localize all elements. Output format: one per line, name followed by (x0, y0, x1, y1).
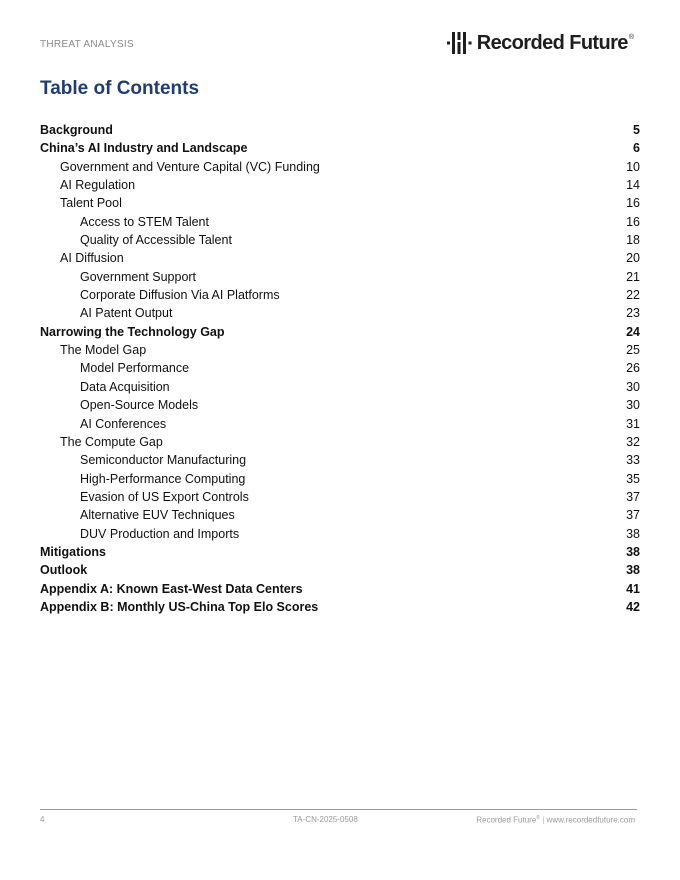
toc-entry-page-number: 30 (626, 398, 640, 413)
toc-entry[interactable] (40, 139, 640, 157)
toc-entry-label: Government and Venture Capital (VC) Funding (60, 159, 320, 174)
toc-entry-page-number: 33 (626, 453, 640, 468)
toc-entry-page-number: 42 (626, 599, 640, 614)
toc-entry-label: Talent Pool (60, 196, 122, 211)
toc-entry-label: Appendix A: Known East-West Data Centers (40, 581, 303, 596)
toc-entry-page-number: 16 (626, 214, 640, 229)
toc-entry[interactable] (40, 543, 640, 561)
toc-entry[interactable] (40, 378, 640, 396)
toc-entry[interactable] (40, 268, 640, 286)
toc-entry-label: The Compute Gap (60, 434, 163, 449)
toc-entry-label: Government Support (80, 269, 197, 284)
toc-entry-page-number: 31 (626, 416, 640, 431)
toc-entry-label: DUV Production and Imports (80, 526, 240, 541)
toc-entry-label: China’s AI Industry and Landscape (40, 141, 248, 156)
brand-logo-text: Recorded Future (476, 32, 628, 54)
toc-entry-label: Alternative EUV Techniques (80, 508, 235, 523)
toc-entry-page-number: 5 (633, 123, 640, 137)
toc-entry[interactable] (40, 249, 640, 267)
toc-entry[interactable] (40, 488, 640, 506)
page-title: Table of Contents (40, 78, 200, 99)
section-label: THREAT ANALYSIS (40, 39, 134, 50)
toc-entry[interactable] (40, 470, 640, 488)
footer-page-number: 4 (40, 815, 45, 824)
toc-entry[interactable] (40, 396, 640, 414)
toc-entry[interactable] (40, 598, 640, 616)
toc-entry-page-number: 6 (633, 141, 640, 156)
toc-entry-page-number: 23 (626, 306, 640, 321)
toc-entry[interactable] (40, 121, 640, 139)
toc-entry[interactable] (40, 359, 640, 377)
toc-entry[interactable] (40, 304, 640, 322)
toc-entry-label: Model Performance (80, 361, 190, 376)
toc-entry[interactable] (40, 580, 640, 598)
toc-entry-label: Evasion of US Export Controls (80, 489, 249, 504)
toc-entry-page-number: 37 (626, 508, 640, 523)
toc-entry-label: Background (40, 123, 113, 137)
toc-entry-label: Access to STEM Talent (80, 214, 209, 229)
footer-website-link[interactable]: www.recordedfuture.com (546, 815, 635, 825)
toc-entry[interactable] (40, 231, 640, 249)
footer-document-id: TA-CN-2025-0508 (293, 815, 358, 824)
toc-entry-label: Data Acquisition (80, 379, 170, 394)
toc-entry-label: Quality of Accessible Talent (80, 233, 232, 248)
toc-entry-page-number: 38 (626, 526, 640, 541)
brand-logo-icon (447, 31, 473, 55)
toc-entry[interactable] (40, 561, 640, 579)
toc-entry-page-number: 20 (626, 251, 640, 266)
toc-entry-page-number: 22 (626, 288, 640, 303)
toc-entry-label: AI Conferences (80, 416, 167, 431)
toc-entry[interactable] (40, 213, 640, 231)
toc-entry[interactable] (40, 433, 640, 451)
table-of-contents (40, 121, 640, 616)
toc-entry-label: Mitigations (40, 544, 106, 559)
toc-entry-label: AI Patent Output (80, 306, 173, 321)
toc-entry-page-number: 24 (626, 324, 640, 339)
toc-entry-page-number: 37 (626, 489, 640, 504)
toc-entry[interactable] (40, 506, 640, 524)
toc-entry-page-number: 25 (626, 343, 640, 358)
brand-logo (447, 31, 634, 55)
toc-entry[interactable] (40, 451, 640, 469)
footer-brand (476, 815, 635, 825)
toc-entry-page-number: 14 (626, 178, 640, 193)
toc-entry-label: AI Diffusion (60, 251, 124, 266)
footer-brand-name: Recorded Future (476, 815, 537, 825)
toc-entry[interactable] (40, 286, 640, 304)
toc-entry-page-number: 21 (626, 269, 640, 284)
toc-entry-label: High-Performance Computing (80, 471, 246, 486)
brand-registered-mark: ® (628, 34, 634, 41)
toc-entry-label: Outlook (40, 563, 88, 578)
toc-entry-page-number: 32 (626, 434, 640, 449)
toc-entry-page-number: 41 (626, 581, 640, 596)
toc-entry[interactable] (40, 323, 640, 341)
toc-entry-page-number: 10 (626, 159, 640, 174)
toc-entry-page-number: 38 (626, 563, 640, 578)
toc-entry-page-number: 16 (626, 196, 640, 211)
toc-entry-page-number: 35 (626, 471, 640, 486)
toc-entry-page-number: 30 (626, 379, 640, 394)
toc-entry-label: AI Regulation (60, 178, 136, 193)
toc-entry-page-number: 18 (626, 233, 640, 248)
toc-entry-page-number: 38 (626, 544, 640, 559)
toc-entry[interactable] (40, 525, 640, 543)
footer-divider (40, 809, 637, 810)
toc-entry-label: The Model Gap (60, 343, 147, 358)
toc-entry-page-number: 26 (626, 361, 640, 376)
toc-entry-label: Corporate Diffusion Via AI Platforms (80, 288, 280, 303)
toc-entry-label: Appendix B: Monthly US-China Top Elo Scores (40, 599, 319, 614)
toc-entry[interactable] (40, 176, 640, 194)
toc-entry-label: Semiconductor Manufacturing (80, 453, 247, 468)
toc-entry[interactable] (40, 341, 640, 359)
toc-entry[interactable] (40, 415, 640, 433)
toc-entry-label: Open-Source Models (80, 398, 199, 413)
toc-entry-label: Narrowing the Technology Gap (40, 324, 225, 339)
toc-entry[interactable] (40, 158, 640, 176)
toc-entry[interactable] (40, 194, 640, 212)
footer-separator: | (542, 815, 545, 825)
footer-registered-mark: ® (536, 815, 540, 821)
